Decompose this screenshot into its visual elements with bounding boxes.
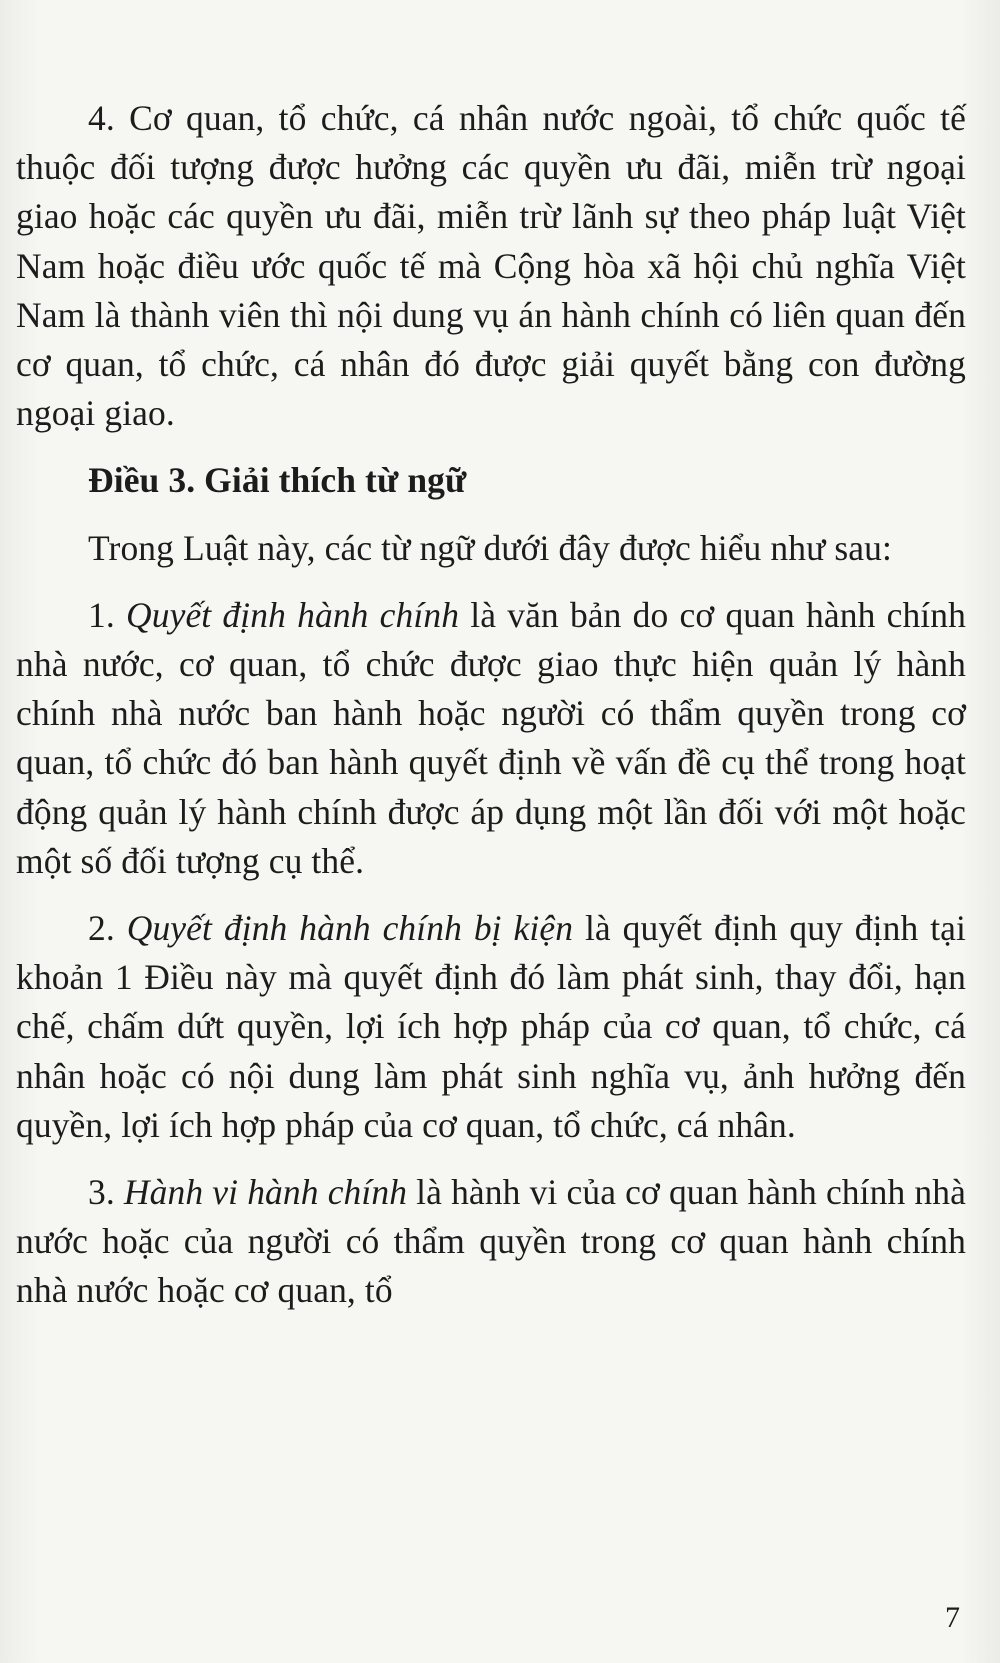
page-number: 7 [945, 1601, 960, 1634]
document-body [16, 94, 966, 1316]
definition-text: là hành vi của cơ quan hành chính nhà nước hoặc của người có thẩm quyền trong cơ quan hành chính nhà nước hoặc cơ quan, tổ [16, 1172, 966, 1311]
definition-text: là văn bản do cơ quan hành chính nhà nước, cơ quan, tổ chức được giao thực hiện quản lý hành chính nhà nước ban hành hoặc người có thẩm quyền trong cơ quan, tổ chức đó ban hành quyết định về vấn đề cụ thể trong hoạt động quản lý hành chính được áp dụng một lần đối với một hoặc một số đối tượng cụ thể. [16, 594, 966, 881]
definition-item [16, 904, 966, 1150]
paragraph-4: 4. Cơ quan, tổ chức, cá nhân nước ngoài, tổ chức quốc tế thuộc đối tượng được hưởng các quyền ưu đãi, miễn trừ ngoại giao hoặc các quyền ưu đãi, miễn trừ lãnh sự theo pháp luật Việt Nam hoặc điều ước quốc tế mà Cộng hòa xã hội chủ nghĩa Việt Nam là thành viên thì nội dung vụ án hành chính có liên quan đến cơ quan, tổ chức, cá nhân đó được giải quyết bằng con đường ngoại giao. [16, 98, 966, 434]
definition-term: Quyết định hành chính bị kiện [126, 908, 574, 949]
definition-term: Hành vi hành chính [123, 1172, 408, 1213]
definition-number: 2. [88, 908, 127, 949]
definition-item [16, 1168, 966, 1316]
definition-number: 1. [88, 594, 126, 635]
definition-item [16, 591, 966, 886]
definition-number: 3. [88, 1172, 124, 1213]
intro-paragraph: Trong Luật này, các từ ngữ dưới đây được hiểu như sau: [88, 527, 892, 568]
definition-text: là quyết định quy định tại khoản 1 Điều này mà quyết định đó làm phát sinh, thay đổi, hạn chế, chấm dứt quyền, lợi ích hợp pháp của cơ quan, tổ chức, cá nhân hoặc có nội dung làm phát sinh nghĩa vụ, ảnh hưởng đến quyền, lợi ích hợp pháp của cơ quan, tổ chức, cá nhân. [16, 908, 966, 1145]
article-heading: Điều 3. Giải thích từ ngữ [88, 460, 467, 501]
definition-term: Quyết định hành chính [126, 594, 460, 635]
